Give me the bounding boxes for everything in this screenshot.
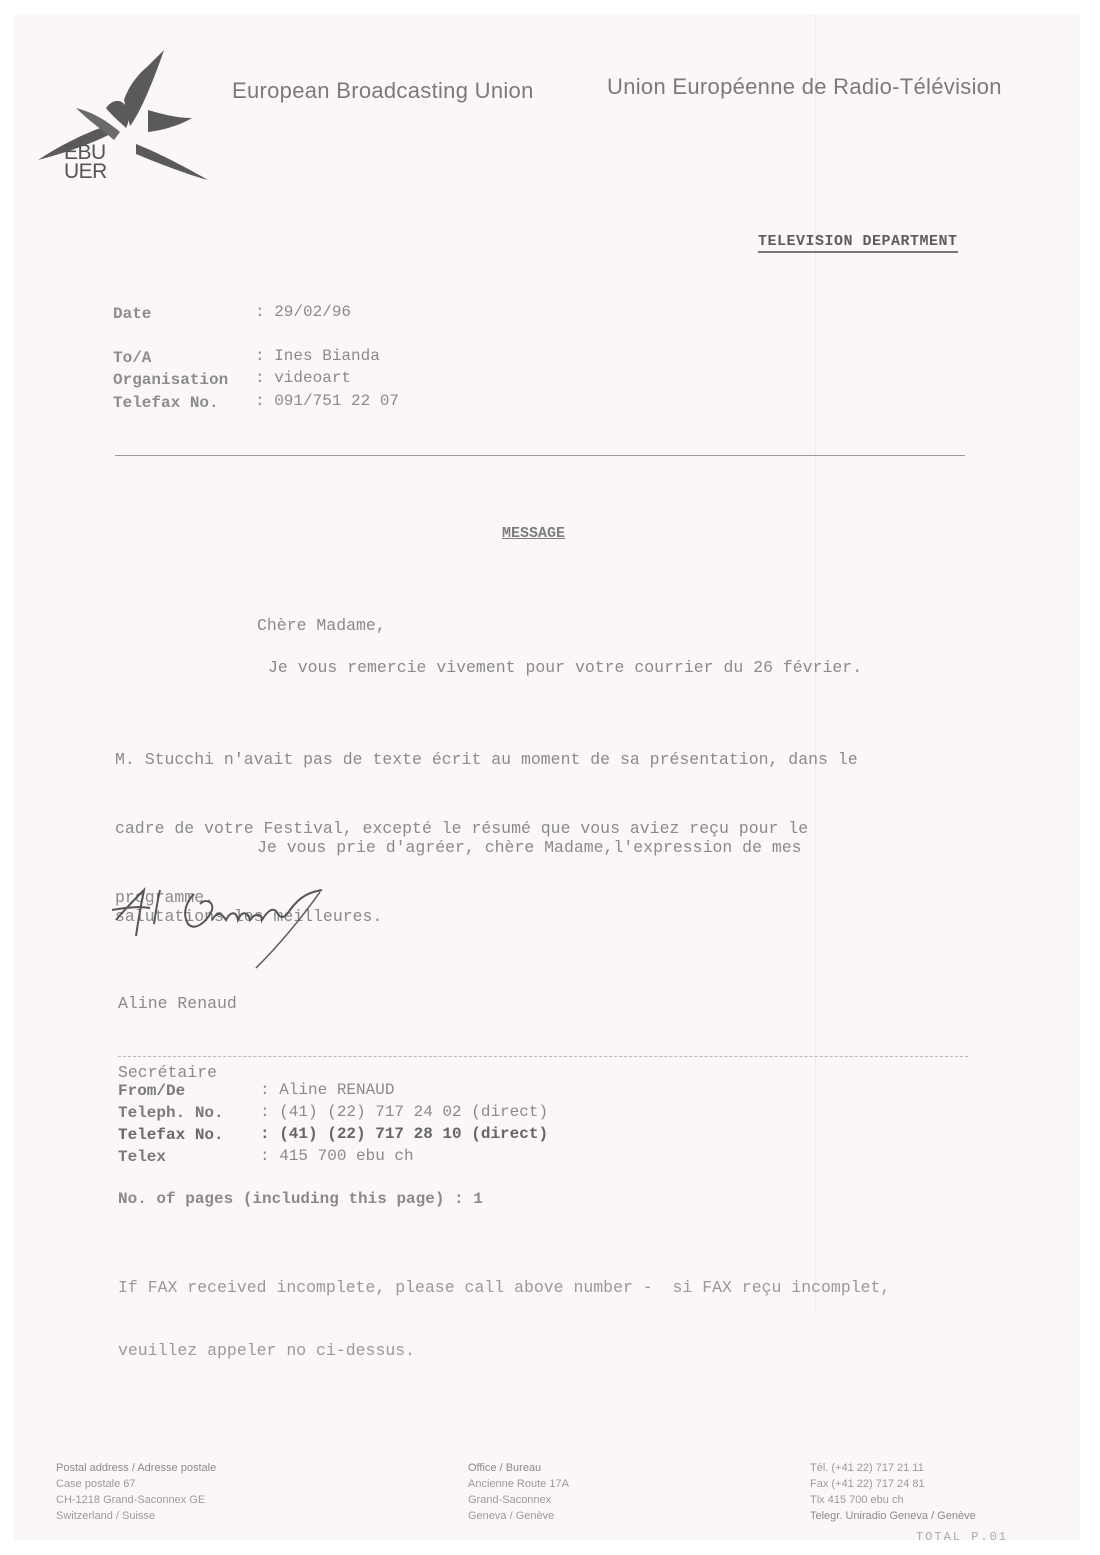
organisation-label: Organisation <box>113 371 229 389</box>
paragraph-one: Je vous remercie vivement pour votre courrier du 26 février. <box>268 658 863 677</box>
organisation-value: : videoart <box>255 369 352 387</box>
date-label: Date <box>113 305 152 323</box>
from-label: From/De <box>118 1082 186 1100</box>
paragraph-two-line: programme. <box>115 888 215 907</box>
pages-note: No. of pages (including this page) : 1 <box>118 1190 483 1208</box>
signatory-title: Secrétaire <box>118 1063 218 1082</box>
footer-line: Telegr. Uniradio Geneva / Genève <box>810 1510 976 1522</box>
from-value: : Aline RENAUD <box>260 1081 395 1099</box>
salutation: Chère Madame, <box>257 616 386 635</box>
org-name-french: Union Européenne de Radio-Télévision <box>607 74 1002 99</box>
footer-office-heading: Office / Bureau <box>468 1462 542 1474</box>
footer-postal-address <box>56 1460 216 1524</box>
footer-line: Switzerland / Suisse <box>56 1510 156 1522</box>
logo-text-uer: UER <box>64 160 107 183</box>
signatory-name: Aline Renaud <box>118 994 237 1013</box>
incomplete-note-line: If FAX received incomplete, please call above number - si FAX reçu incomplet, <box>118 1278 891 1297</box>
footer-line: CH-1218 Grand-Saconnex GE <box>56 1494 206 1506</box>
closing-line: salutations les meilleures. <box>115 907 383 926</box>
footer-line: Tél. (+41 22) 717 21 11 <box>810 1462 924 1474</box>
sender-telefax-value: : (41) (22) 717 28 10 (direct) <box>260 1125 549 1143</box>
ebu-logo-icon <box>36 48 216 188</box>
header-divider <box>115 455 965 456</box>
logo-text <box>64 143 107 181</box>
footer-line: Fax (+41 22) 717 24 81 <box>810 1478 925 1490</box>
footer-line: Grand-Saconnex <box>468 1494 552 1506</box>
sender-telefax-label: Telefax No. <box>118 1126 224 1144</box>
sender-divider <box>118 1056 968 1057</box>
to-value: : Ines Bianda <box>255 347 380 365</box>
footer-office-address <box>468 1460 569 1524</box>
telefax-label: Telefax No. <box>113 394 219 412</box>
department-heading: TELEVISION DEPARTMENT <box>758 233 958 253</box>
paragraph-two-line: M. Stucchi n'avait pas de texte écrit au moment de sa présentation, dans le <box>115 750 858 769</box>
footer-postal-heading: Postal address / Adresse postale <box>56 1462 217 1474</box>
footer-line: Case postale 67 <box>56 1478 136 1490</box>
org-name-english: European Broadcasting Union <box>232 78 534 103</box>
incomplete-fax-note <box>118 1235 890 1382</box>
telefax-value: : 091/751 22 07 <box>255 392 400 410</box>
page-counter: TOTAL P.01 <box>916 1530 1009 1544</box>
date-value: : 29/02/96 <box>255 303 352 321</box>
telex-value: : 415 700 ebu ch <box>260 1147 414 1165</box>
telephone-label: Teleph. No. <box>118 1104 224 1122</box>
message-title: MESSAGE <box>502 525 566 542</box>
footer-line: Geneva / Genève <box>468 1510 555 1522</box>
to-label: To/A <box>113 349 152 367</box>
footer-line: Ancienne Route 17A <box>468 1478 569 1490</box>
paragraph-two-line: cadre de votre Festival, excepté le résumé que vous aviez reçu pour le <box>115 819 809 838</box>
logo-text-ebu: EBU <box>64 141 106 164</box>
incomplete-note-line: veuillez appeler no ci-dessus. <box>118 1341 416 1360</box>
footer-line: Tlx 415 700 ebu ch <box>810 1494 904 1506</box>
footer-contact-numbers <box>810 1460 976 1524</box>
telephone-value: : (41) (22) 717 24 02 (direct) <box>260 1103 549 1121</box>
telex-label: Telex <box>118 1148 167 1166</box>
closing-line: Je vous prie d'agréer, chère Madame,l'expression de mes <box>257 838 802 857</box>
